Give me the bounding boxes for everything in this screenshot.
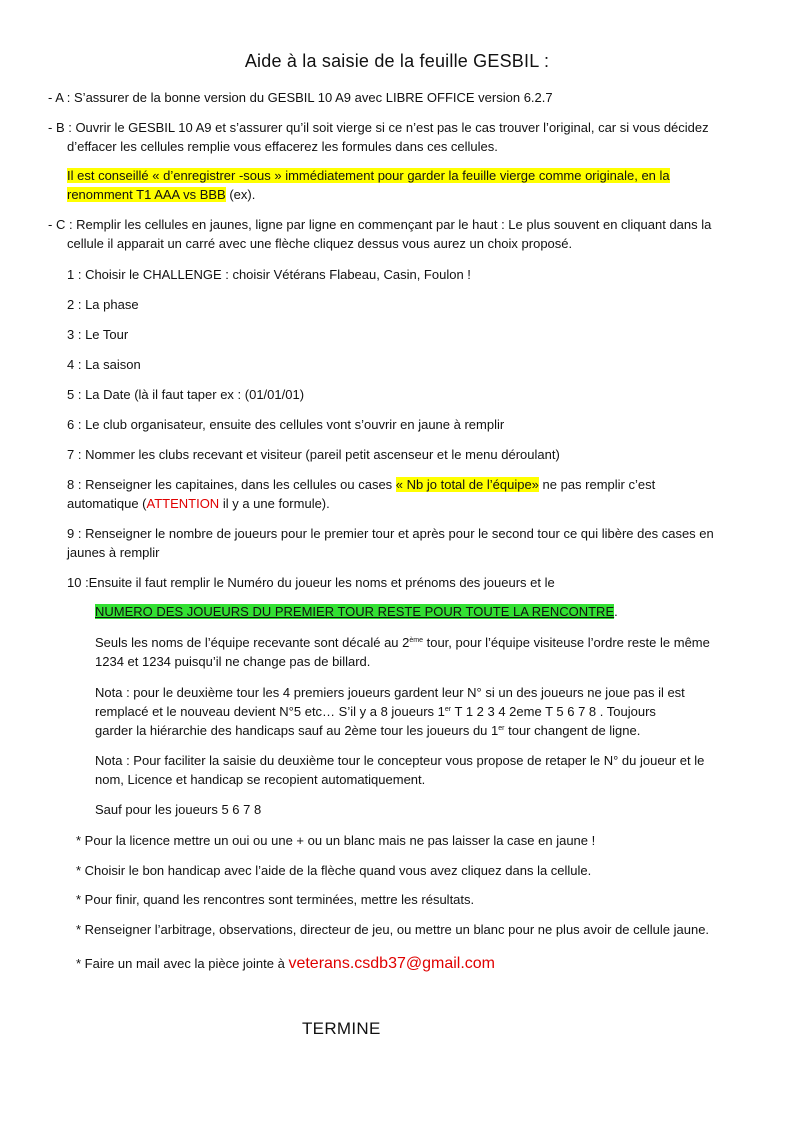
- nota2-line1: Nota : Pour faciliter la saisie du deuxième tour le concepteur vous propose de retaper le N° du joueur et le: [95, 753, 705, 768]
- step-10-emphasis: [95, 602, 618, 621]
- nota1-line2: [95, 702, 656, 721]
- nota1-line2-pre: remplacé et le nouveau devient N°5 etc… S’il y a 8 joueurs 1: [95, 704, 445, 719]
- seuls-line1: [95, 633, 710, 652]
- step-10-emphasis-end: .: [614, 604, 618, 619]
- nota2-line2: nom, Licence et handicap se recopient automatiquement.: [95, 772, 426, 787]
- page-title: Aide à la saisie de la feuille GESBIL :: [244, 51, 550, 71]
- step-5: 5 : La Date (là il faut taper ex : (01/01/01): [67, 387, 305, 402]
- sauf-line: Sauf pour les joueurs 5 6 7 8: [95, 802, 262, 817]
- highlight-yellow: Il est conseillé « d’enregistrer -sous » immédiatement pour garder la feuille vierge comme originale, en la: [67, 168, 670, 183]
- step-9-line1: 9 : Renseigner le nombre de joueurs pour le premier tour et après pour le second tour ce qui libère des cases en: [67, 526, 714, 541]
- attention-label: ATTENTION: [146, 496, 220, 511]
- bullet-resultats: * Pour finir, quand les rencontres sont terminées, mettre les résultats.: [76, 892, 475, 907]
- nota1-line3-pre: garder la hiérarchie des handicaps sauf au 2ème tour les joueurs du 1: [95, 723, 499, 738]
- step-6: 6 : Le club organisateur, ensuite des cellules vont s’ouvrir en jaune à remplir: [67, 417, 505, 432]
- highlight-green: NUMERO DES JOUEURS DU PREMIER TOUR RESTE POUR TOUTE LA RENCONTRE: [95, 604, 615, 619]
- item-a: - A : S’assurer de la bonne version du GESBIL 10 A9 avec LIBRE OFFICE version 6.2.7: [48, 90, 553, 105]
- email-link[interactable]: veterans.csdb37@gmail.com: [288, 955, 496, 972]
- bullet-handicap: * Choisir le bon handicap avec l’aide de la flèche quand vous avez cliquez dans la cellule.: [76, 863, 592, 878]
- step-10: 10 :Ensuite il faut remplir le Numéro du joueur les noms et prénoms des joueurs et le: [67, 575, 555, 590]
- item-b-note-line2: [67, 185, 255, 204]
- bullet-licence: * Pour la licence mettre un oui ou une + ou un blanc mais ne pas laisser la case en jaune !: [76, 833, 596, 848]
- nota1-sup2: er: [498, 725, 505, 732]
- step-2: 2 : La phase: [67, 297, 139, 312]
- item-b-note-line1: [67, 166, 670, 185]
- step-1: 1 : Choisir le CHALLENGE : choisir Vétérans Flabeau, Casin, Foulon !: [67, 267, 471, 282]
- step-4: 4 : La saison: [67, 357, 141, 372]
- item-c-line1: - C : Remplir les cellules en jaunes, ligne par ligne en commençant par le haut : Le plus souvent en cliquant dans la: [48, 217, 712, 232]
- step-8-line1: [67, 475, 655, 494]
- seuls-pre: Seuls les noms de l’équipe recevante sont décalé au 2: [95, 635, 410, 650]
- bullet-mail-pre: * Faire un mail avec la pièce jointe à: [76, 956, 289, 971]
- nota1-line3: [95, 721, 640, 740]
- nota1-line1: Nota : pour le deuxième tour les 4 premiers joueurs gardent leur N° si un des joueurs ne joue pas il est: [95, 685, 685, 700]
- highlight-yellow: « Nb jo total de l’équipe»: [395, 477, 539, 492]
- footer-termine: TERMINE: [302, 1019, 381, 1038]
- step-8-post: ne pas remplir c’est: [538, 477, 656, 492]
- nota1-line3-post: tour changent de ligne.: [504, 723, 641, 738]
- seuls-post: tour, pour l’équipe visiteuse l’ordre reste le même: [423, 635, 710, 650]
- seuls-line2: 1234 et 1234 puisqu’il ne change pas de billard.: [95, 654, 371, 669]
- item-c-line2: cellule il apparait un carré avec une flèche cliquez dessus vous aurez un choix proposé.: [67, 236, 573, 251]
- highlight-yellow: renomment T1 AAA vs BBB: [67, 187, 226, 202]
- step-8-line2-post: il y a une formule).: [219, 496, 330, 511]
- step-8-pre: 8 : Renseigner les capitaines, dans les cellules ou cases: [67, 477, 396, 492]
- bullet-mail: [76, 954, 495, 973]
- item-b-note-suffix: (ex).: [225, 187, 256, 202]
- item-b-line2: d’effacer les cellules remplie vous effacerez les formules dans ces cellules.: [67, 139, 498, 154]
- step-9-line2: jaunes à remplir: [67, 545, 160, 560]
- item-b-line1: - B : Ouvrir le GESBIL 10 A9 et s’assurer qu’il soit vierge si ce n’est pas le cas trouver l’original, car si vous décidez: [48, 120, 709, 135]
- bullet-arbitrage: * Renseigner l’arbitrage, observations, directeur de jeu, ou mettre un blanc pour ne plus avoir de cellule jaune.: [76, 922, 710, 937]
- nota1-sup1: er: [444, 706, 452, 713]
- step-7: 7 : Nommer les clubs recevant et visiteur (pareil petit ascenseur et le menu déroulant): [67, 447, 560, 462]
- step-8-line2-pre: automatique (: [67, 496, 147, 511]
- step-8-line2: [67, 494, 330, 513]
- seuls-sup: ème: [409, 637, 423, 644]
- step-3: 3 : Le Tour: [67, 327, 129, 342]
- nota1-line2-post: T 1 2 3 4 2eme T 5 6 7 8 . Toujours: [451, 704, 656, 719]
